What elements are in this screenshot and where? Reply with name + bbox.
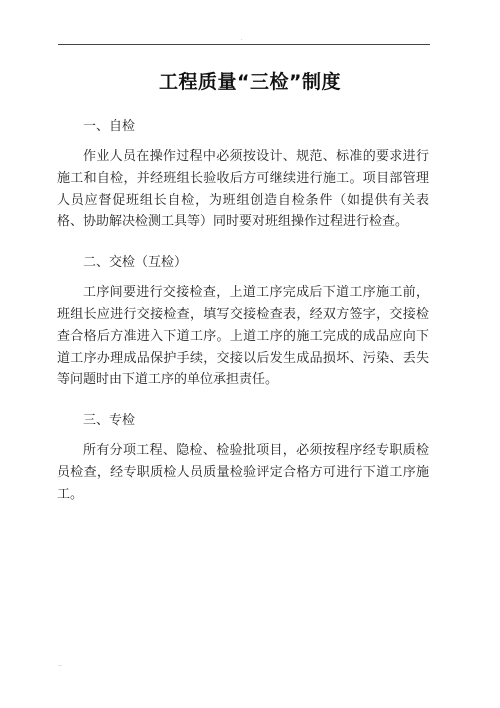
section-special-inspection (57, 410, 429, 505)
header-rule (58, 44, 430, 45)
header-mark: . (241, 36, 243, 42)
section-body: 工序间要进行交接检查，上道工序完成后下道工序施工前，班组长应进行交接检查，填写交接检查表，经双方签字，交接检查合格后方准进入下道工序。上道工序的施工完成的成品应向下道工序办理成品保护手续，交接以后发生成品损坏、污染、丢失等问题时由下道工序的单位承担责任。 (57, 285, 429, 388)
section-body: 所有分项工程、隐检、检验批项目，必须按程序经专职质检员检查，经专职质检人员质量检验评定合格方可进行下道工序施工。 (57, 443, 429, 502)
section-self-inspection (57, 116, 429, 233)
section-heading: 一、自检 (83, 119, 136, 134)
section-handover-inspection (57, 252, 429, 391)
section-body: 作业人员在操作过程中必须按设计、规范、标准的要求进行施工和自检，并经班组长验收后方可继续进行施工。项目部管理人员应督促班组长自检，为班组创造自检条件（如提供有关表格、协助解决检测工具等）同时要对班组操作过程进行检查。 (57, 149, 429, 230)
document-title: 工程质量“三检”制度 (159, 71, 341, 93)
footer-mark: .. (58, 661, 62, 668)
section-heading: 二、交检（互检） (83, 255, 188, 271)
document-content (57, 116, 429, 525)
section-heading: 三、专检 (83, 413, 136, 429)
